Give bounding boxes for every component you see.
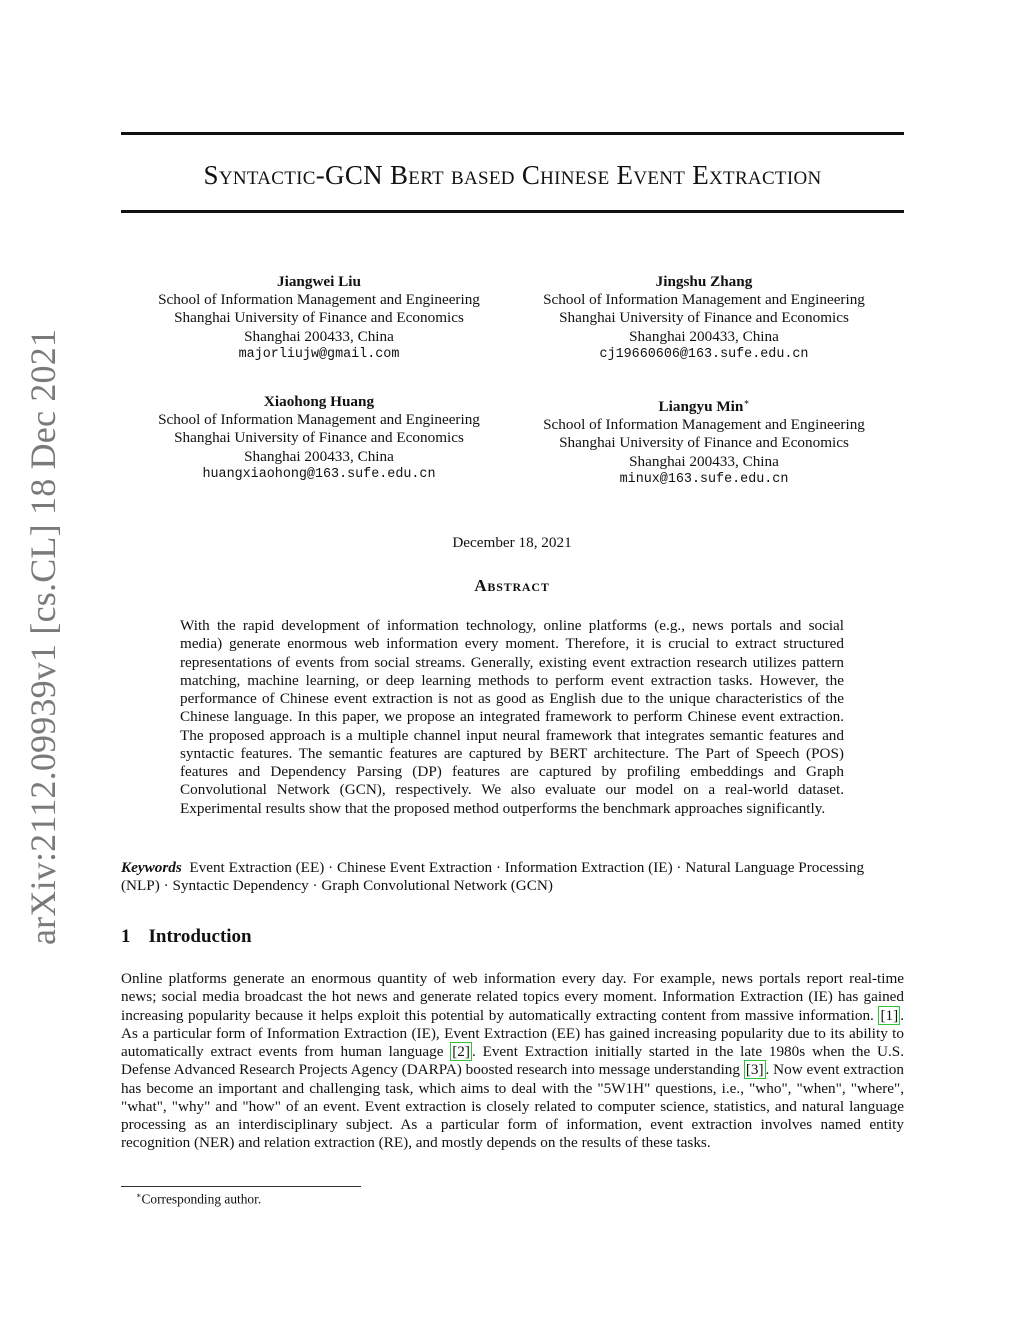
author-block bbox=[509, 273, 899, 364]
author-name: Jingshu Zhang bbox=[655, 273, 753, 290]
author-address: Shanghai 200433, China bbox=[629, 327, 779, 345]
paper-date: December 18, 2021 bbox=[452, 534, 572, 551]
author-address: Shanghai 200433, China bbox=[629, 452, 779, 470]
author-address: Shanghai 200433, China bbox=[244, 447, 394, 465]
author-email[interactable]: majorliujw@gmail.com bbox=[238, 346, 400, 362]
author-block bbox=[124, 393, 514, 484]
citation-link[interactable]: [3] bbox=[745, 1061, 764, 1079]
intro-text: Online platforms generate an enormous quantity of web information every day. For example, news portals report real-time news; social media broadcast the hot news and generate related topics every moment. Information Extraction (IE) has gained increasing popularity because it helps exploit this potential by automatically extracting content from massive information. bbox=[121, 970, 904, 1024]
author-university: Shanghai University of Finance and Economics bbox=[174, 309, 464, 327]
intro-text: . Event Extraction initially started in the late 1980s when the U.S. Defense Advanced Research Projects Agency (DARPA) boosted research into message understanding bbox=[121, 1043, 904, 1079]
title-bottom-rule bbox=[121, 210, 904, 213]
intro-paragraph bbox=[121, 970, 904, 1153]
author-affiliation: School of Information Management and Engineering bbox=[543, 291, 865, 309]
section-title: Introduction bbox=[148, 926, 252, 947]
author-name: Xiaohong Huang bbox=[263, 393, 375, 410]
corresponding-marker[interactable]: ∗ bbox=[743, 397, 750, 407]
abstract-heading: Abstract bbox=[474, 576, 550, 595]
intro-text: . Now event extraction has become an important and challenging task, which aims to deal with the "5W1H" questions, i.e., "who", "when", "where", "what", "why" and "how" of an event. Event extraction is closely related to computer science, statistics, and natural language processing as an interdisciplinary subject. As a particular form of information, event extraction involves named entity recognition (NER) and relation extraction (RE), and mostly depends on the results of these tasks. bbox=[121, 1061, 904, 1152]
author-affiliation: School of Information Management and Engineering bbox=[543, 416, 865, 434]
keywords-paragraph bbox=[121, 859, 904, 896]
arxiv-stamp: arXiv:2112.09939v1 [cs.CL] 18 Dec 2021 bbox=[23, 328, 63, 945]
author-email[interactable]: cj19660606@163.sufe.edu.cn bbox=[599, 346, 809, 362]
footnote-text: Corresponding author. bbox=[141, 1191, 262, 1207]
author-email[interactable]: minux@163.sufe.edu.cn bbox=[619, 471, 789, 487]
author-affiliation: School of Information Management and Engineering bbox=[158, 291, 480, 309]
paper-title: Syntactic-GCN Bert based Chinese Event Extraction bbox=[203, 160, 822, 190]
title-top-rule bbox=[121, 132, 904, 135]
author-block bbox=[509, 393, 899, 489]
footnote-marker: ∗ bbox=[136, 1191, 142, 1200]
author-name: Jiangwei Liu bbox=[277, 273, 361, 290]
author-name: Liangyu Min bbox=[658, 398, 744, 416]
footnote bbox=[136, 1191, 261, 1207]
keywords-list: Event Extraction (EE) · Chinese Event Extraction · Information Extraction (IE) · Natural Language Processing (NLP) · Syntactic Dependency · Graph Convolutional Network (GCN) bbox=[121, 859, 865, 895]
citation-link[interactable]: [2] bbox=[452, 1043, 470, 1060]
author-block bbox=[124, 273, 514, 364]
author-name-corresponding bbox=[509, 393, 899, 416]
intro-text: . As a particular form of Information Extraction (IE), Event Extraction (EE) has gained increasing popularity due to its ability to automatically extract events from human language bbox=[121, 1006, 904, 1060]
author-email[interactable]: huangxiaohong@163.sufe.edu.cn bbox=[202, 466, 436, 482]
section-number: 1 bbox=[121, 926, 131, 947]
keywords-label: Keywords bbox=[121, 859, 182, 876]
section-heading bbox=[121, 926, 252, 948]
author-university: Shanghai University of Finance and Economics bbox=[559, 309, 849, 327]
footnote-rule bbox=[121, 1186, 361, 1187]
abstract-text: With the rapid development of information technology, online platforms (e.g., news portals and social media) generate enormous web information every moment. Therefore, it is crucial to extract structured representations of events from social streams. Generally, existing event extraction research utilizes pattern matching, machine learning, or deep learning methods to perform event extraction tasks. However, the performance of Chinese event extraction is not as good as English due to the unique characteristics of the Chinese language. In this paper, we propose an integrated framework to perform Chinese event extraction. The proposed approach is a multiple channel input neural framework that integrates semantic features and syntactic features. The semantic features are captured by BERT architecture. The Part of Speech (POS) features and Dependency Parsing (DP) features are captured by profiling embeddings and Graph Convolutional Network (GCN), respectively. We also evaluate our model on a real-world dataset. Experimental results show that the proposed method outperforms the benchmark approaches significantly. bbox=[180, 617, 844, 817]
citation-link[interactable]: [1] bbox=[880, 1006, 899, 1024]
author-university: Shanghai University of Finance and Economics bbox=[559, 434, 849, 452]
author-affiliation: School of Information Management and Engineering bbox=[158, 411, 480, 429]
author-university: Shanghai University of Finance and Economics bbox=[174, 429, 464, 447]
author-address: Shanghai 200433, China bbox=[244, 327, 394, 345]
